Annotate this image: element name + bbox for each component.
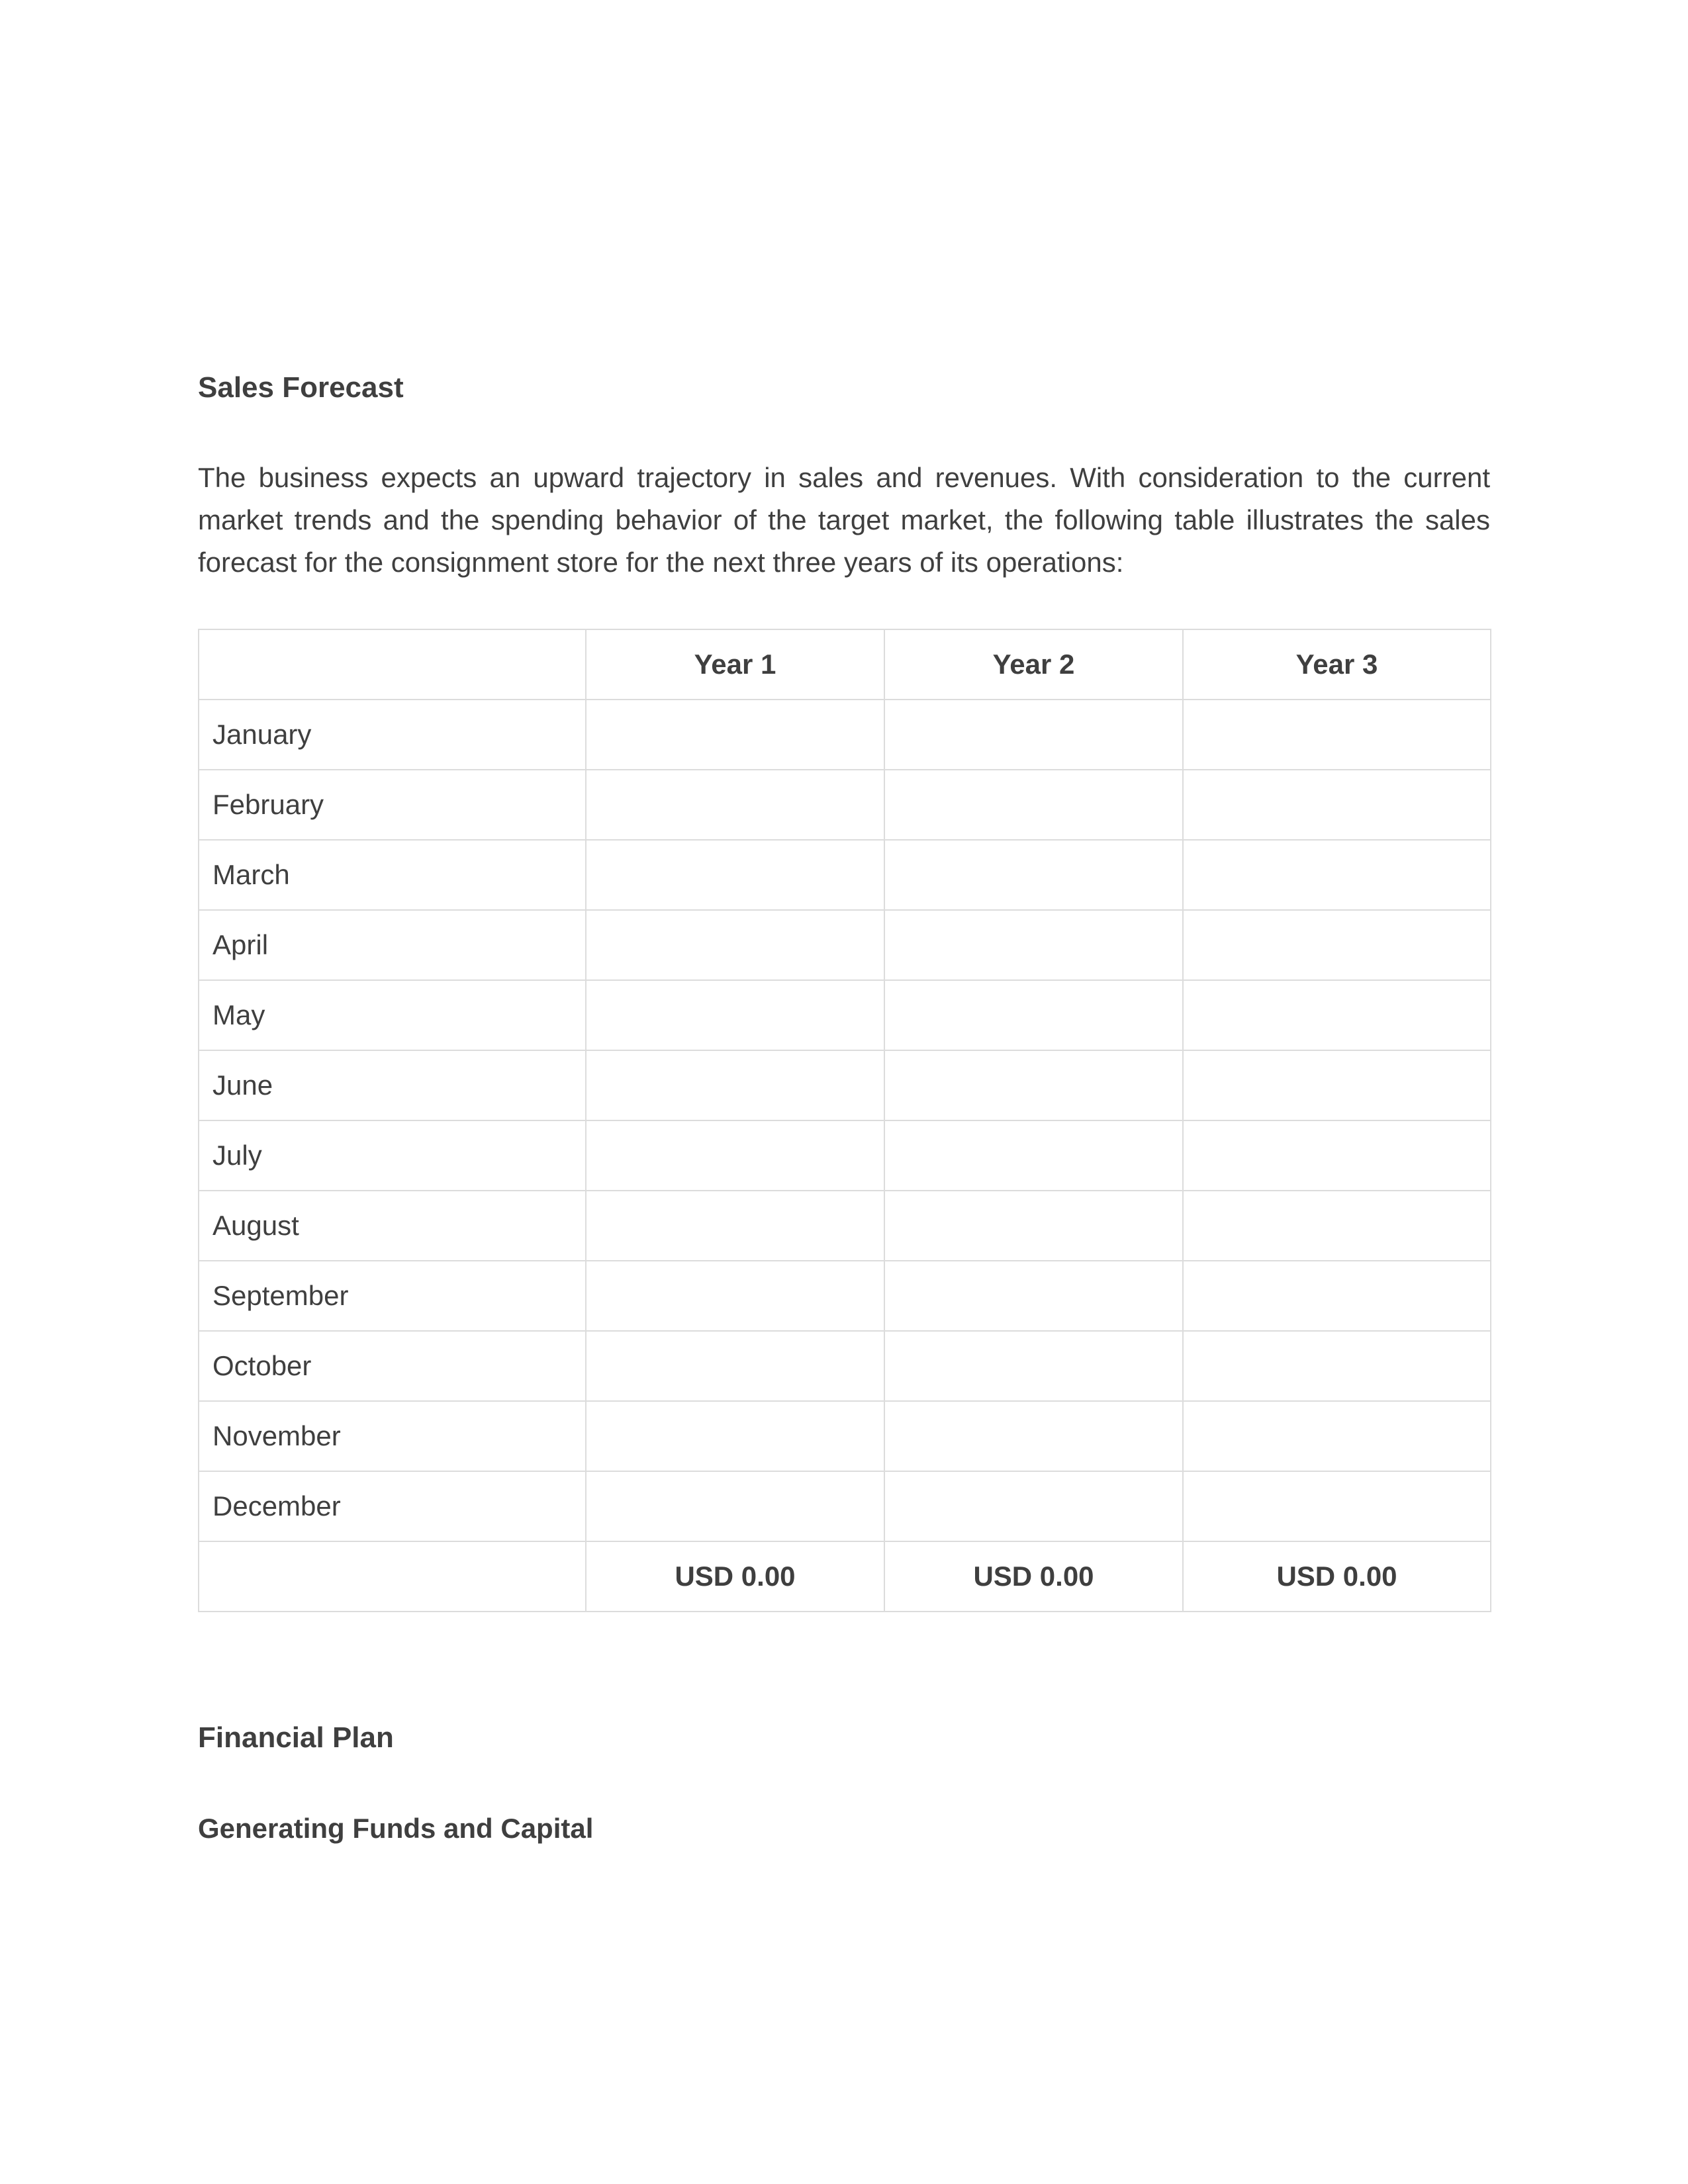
table-row xyxy=(199,1471,1491,1541)
month-cell: September xyxy=(199,1261,586,1331)
table-row xyxy=(199,840,1491,910)
value-cell xyxy=(1183,980,1491,1050)
month-cell: January xyxy=(199,700,586,770)
header-cell-year-1: Year 1 xyxy=(586,629,884,700)
header-cell-year-2: Year 2 xyxy=(884,629,1183,700)
value-cell xyxy=(1183,1471,1491,1541)
table-row xyxy=(199,980,1491,1050)
table-row xyxy=(199,1331,1491,1401)
value-cell xyxy=(884,770,1183,840)
value-cell xyxy=(586,1401,884,1471)
table-row xyxy=(199,1191,1491,1261)
value-cell xyxy=(1183,700,1491,770)
value-cell xyxy=(586,1261,884,1331)
month-cell: April xyxy=(199,910,586,980)
sales-forecast-heading: Sales Forecast xyxy=(198,371,404,404)
month-cell: November xyxy=(199,1401,586,1471)
value-cell xyxy=(586,840,884,910)
value-cell xyxy=(884,1191,1183,1261)
header-cell-blank xyxy=(199,629,586,700)
table-row xyxy=(199,700,1491,770)
value-cell xyxy=(1183,1261,1491,1331)
total-year-3: USD 0.00 xyxy=(1183,1541,1491,1612)
value-cell xyxy=(884,1471,1183,1541)
value-cell xyxy=(586,980,884,1050)
header-cell-year-3: Year 3 xyxy=(1183,629,1491,700)
table-row xyxy=(199,910,1491,980)
value-cell xyxy=(586,910,884,980)
table-row xyxy=(199,1120,1491,1191)
month-cell: December xyxy=(199,1471,586,1541)
sales-forecast-intro: The business expects an upward trajectory in sales and revenues. With consideration to the current market trends and the spending behavior of the target market, the following table illustrates the sales forecast for the consignment store for the next three years of its operations: xyxy=(198,462,1490,578)
value-cell xyxy=(1183,1401,1491,1471)
table-row xyxy=(199,1050,1491,1120)
value-cell xyxy=(884,910,1183,980)
value-cell xyxy=(586,1050,884,1120)
value-cell xyxy=(884,840,1183,910)
month-cell: August xyxy=(199,1191,586,1261)
value-cell xyxy=(884,1120,1183,1191)
month-cell: October xyxy=(199,1331,586,1401)
month-cell: February xyxy=(199,770,586,840)
value-cell xyxy=(586,1471,884,1541)
totals-label-cell xyxy=(199,1541,586,1612)
total-year-2: USD 0.00 xyxy=(884,1541,1183,1612)
table-row xyxy=(199,1261,1491,1331)
table-row xyxy=(199,1401,1491,1471)
financial-plan-heading: Financial Plan xyxy=(198,1721,394,1754)
value-cell xyxy=(1183,1050,1491,1120)
value-cell xyxy=(586,1331,884,1401)
month-cell: June xyxy=(199,1050,586,1120)
month-cell: May xyxy=(199,980,586,1050)
value-cell xyxy=(884,1401,1183,1471)
value-cell xyxy=(586,770,884,840)
month-cell: March xyxy=(199,840,586,910)
value-cell xyxy=(586,1120,884,1191)
value-cell xyxy=(1183,910,1491,980)
value-cell xyxy=(1183,770,1491,840)
value-cell xyxy=(1183,840,1491,910)
value-cell xyxy=(1183,1191,1491,1261)
month-cell: July xyxy=(199,1120,586,1191)
value-cell xyxy=(1183,1120,1491,1191)
value-cell xyxy=(884,1331,1183,1401)
table-row xyxy=(199,770,1491,840)
sales-forecast-table xyxy=(198,629,1491,1612)
value-cell xyxy=(884,1261,1183,1331)
value-cell xyxy=(884,1050,1183,1120)
value-cell xyxy=(586,700,884,770)
table-header-row xyxy=(199,629,1491,700)
value-cell xyxy=(884,700,1183,770)
value-cell xyxy=(884,980,1183,1050)
totals-row xyxy=(199,1541,1491,1612)
value-cell xyxy=(1183,1331,1491,1401)
total-year-1: USD 0.00 xyxy=(586,1541,884,1612)
value-cell xyxy=(586,1191,884,1261)
generating-funds-subheading: Generating Funds and Capital xyxy=(198,1813,594,1844)
